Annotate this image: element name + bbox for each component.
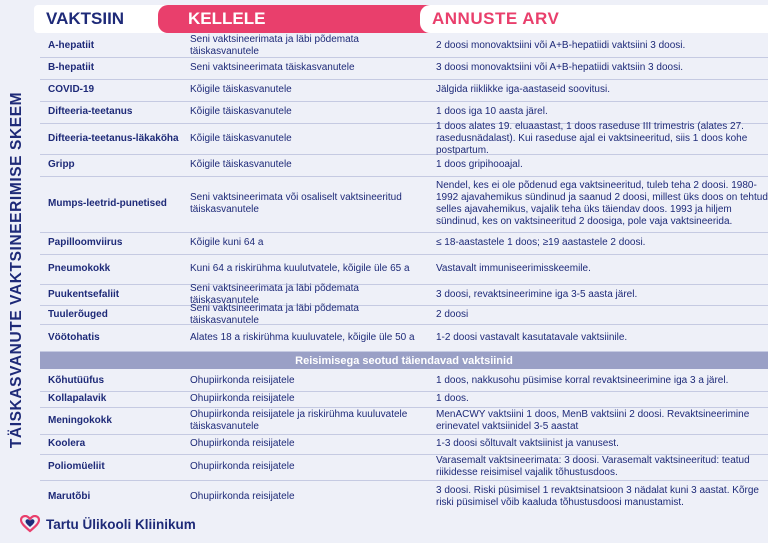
table-row — [40, 302, 768, 326]
target-group: Seni vaktsineerimata või osaliselt vaktsineeritud täiskasvanutele — [190, 192, 402, 215]
dose-count: Vastavalt immuniseerimisskeemile. — [436, 263, 591, 274]
table-row — [40, 407, 768, 435]
target-group: Kõigile täiskasvanutele — [190, 159, 292, 170]
target-group: Alates 18 a riskirühma kuuluvatele, kõigile üle 50 a — [190, 331, 415, 343]
logo-text: Tartu Ülikooli Kliinikum — [46, 516, 196, 532]
vaccine-name: Poliomüeliit — [48, 461, 105, 472]
target-group: Kuni 64 a riskirühma kuulutvatele, kõigile üle 65 a — [190, 263, 410, 274]
heart-logo-icon — [20, 515, 40, 533]
header-vaccine: VAKTSIIN — [34, 5, 170, 33]
target-group: Ohupiirkonda reisijatele ja riskirühma kuuluvatele täiskasvanutele — [190, 408, 408, 432]
vaccine-name: A-hepatiit — [48, 40, 95, 51]
vaccine-name: Gripp — [48, 159, 75, 170]
dose-count: Jälgida riiklikke iga-aastaseid soovitusi. — [436, 84, 610, 95]
dose-count: 2 doosi — [436, 308, 469, 320]
vaccine-name: COVID-19 — [48, 84, 95, 95]
dose-count: 2 doosi monovaktsiini või A+B-hepatiidi vaktsiini 3 doosi. — [436, 40, 686, 51]
vaccine-name: Meningokokk — [48, 414, 112, 426]
side-title: TÄISKASVANUTE VAKTSINEERIMISE SKEEM — [8, 91, 25, 449]
table-row — [40, 434, 768, 455]
vaccine-name: Difteeria-teetanus — [48, 106, 133, 117]
vaccine-name: Papilloomviirus — [48, 237, 123, 248]
vaccine-name: Tuulerõuged — [48, 308, 108, 320]
side-panel — [0, 0, 34, 543]
table-row — [40, 120, 768, 156]
dose-count: 3 doosi monovaktsiini või A+B-hepatiidi vaktsiin 3 doosi. — [436, 62, 684, 73]
target-group: Seni vaktsineerimata täiskasvanutele — [190, 62, 355, 73]
vaccine-name: Difteeria-teetanus-läkaköha — [48, 132, 179, 144]
table-row — [40, 391, 768, 408]
schedule-sheet — [34, 0, 768, 543]
vaccine-name: Puukentsefaliit — [48, 288, 120, 300]
vaccine-name: Marutõbi — [48, 491, 91, 502]
table-row — [40, 176, 768, 233]
table-row — [40, 254, 768, 285]
table-row — [40, 57, 768, 80]
header-doses: ANNUSTE ARV — [420, 5, 768, 33]
target-group: Kõigile täiskasvanutele — [190, 132, 292, 144]
dose-count: ≤ 18-aastastele 1 doos; ≥19 aastastele 2 doosi. — [436, 237, 646, 248]
target-group: Ohupiirkonda reisijatele — [190, 491, 295, 502]
header-whom: KELLELE — [158, 5, 450, 33]
table-row — [40, 232, 768, 255]
table-row — [40, 154, 768, 177]
target-group: Seni vaktsineerimata ja läbi põdemata täiskasvanutele — [190, 34, 359, 57]
vaccine-name: Kõhutüüfus — [48, 374, 105, 386]
table-row — [40, 79, 768, 102]
vaccine-name: Mumps-leetrid-punetised — [48, 198, 167, 209]
dose-count: 1 doos alates 19. eluaastast, 1 doos raseduse III trimestris (alates 27. rasedusnädalast). Kui raseduse ajal ei vaktsineeritud, siis 1 doos kohe postpartum. — [436, 120, 748, 156]
clinic-logo — [20, 515, 196, 533]
table-row — [40, 480, 768, 514]
target-group: Ohupiirkonda reisijatele — [190, 438, 295, 449]
travel-section-header: Reisimisega seotud täiendavad vaktsiinid — [40, 352, 768, 369]
table-row — [40, 370, 768, 392]
dose-count: 1 doos, nakkusohu püsimise korral revaktsineerimine iga 3 a järel. — [436, 374, 729, 386]
dose-count: 1 doos iga 10 aasta järel. — [436, 106, 548, 117]
dose-count: 3 doosi. Riski püsimisel 1 revaktsinatsioon 3 nädalat kuni 3 aastat. Kõrge riski püsimisel võib kaaluda tõhustusdoosi manustamist. — [436, 485, 759, 508]
table-row — [40, 35, 768, 58]
table-row — [40, 454, 768, 481]
dose-count: Nendel, kes ei ole põdenud ega vaktsineeritud, tuleb teha 2 doosi. 1980-1992 ajavahemikus sündinud ja saanud 2 doosi, millest üks doos on tehtud selles ajavahemikus, vajalik teha üks täiendav doos. 1993 ja hiljem sündinud, kes on vaktsineeritud 2 doosiga, pole vaja vaktsineerida. — [436, 180, 768, 227]
dose-count: Varasemalt vaktsineerimata: 3 doosi. Varasemalt vaktsineeritud: teatud riikidesse reisimisel vajalik tõhustusdoos. — [436, 455, 750, 478]
target-group: Kõigile kuni 64 a — [190, 237, 264, 248]
vaccine-name: Pneumokokk — [48, 263, 111, 274]
target-group: Ohupiirkonda reisijatele — [190, 374, 295, 386]
target-group: Seni vaktsineerimata ja läbi põdemata täiskasvanutele — [190, 302, 359, 326]
target-group: Seni vaktsineerimata ja läbi põdemata täiskasvanutele — [190, 282, 359, 306]
target-group: Kõigile täiskasvanutele — [190, 84, 292, 95]
vaccine-name: Kollapalavik — [48, 393, 107, 404]
dose-count: 1-3 doosi sõltuvalt vaktsiinist ja vanusest. — [436, 438, 619, 449]
vaccine-name: Koolera — [48, 438, 86, 449]
dose-count: 1 doos gripihooajal. — [436, 159, 523, 170]
target-group: Ohupiirkonda reisijatele — [190, 393, 295, 404]
target-group: Ohupiirkonda reisijatele — [190, 461, 295, 472]
dose-count: MenACWY vaktsiini 1 doos, MenB vaktsiini 2 doosi. Revaktsineerimine erinevatel vaktsiinidel 3-5 aastat — [436, 408, 750, 432]
target-group: Kõigile täiskasvanutele — [190, 106, 292, 117]
dose-count: 1 doos. — [436, 393, 469, 404]
dose-count: 1-2 doosi vastavalt kasutatavale vaktsiinile. — [436, 331, 628, 343]
vaccine-name: Vöötohatis — [48, 331, 100, 343]
vaccine-name: B-hepatiit — [48, 62, 95, 73]
dose-count: 3 doosi, revaktsineerimine iga 3-5 aasta järel. — [436, 288, 638, 300]
table-row — [40, 324, 768, 352]
